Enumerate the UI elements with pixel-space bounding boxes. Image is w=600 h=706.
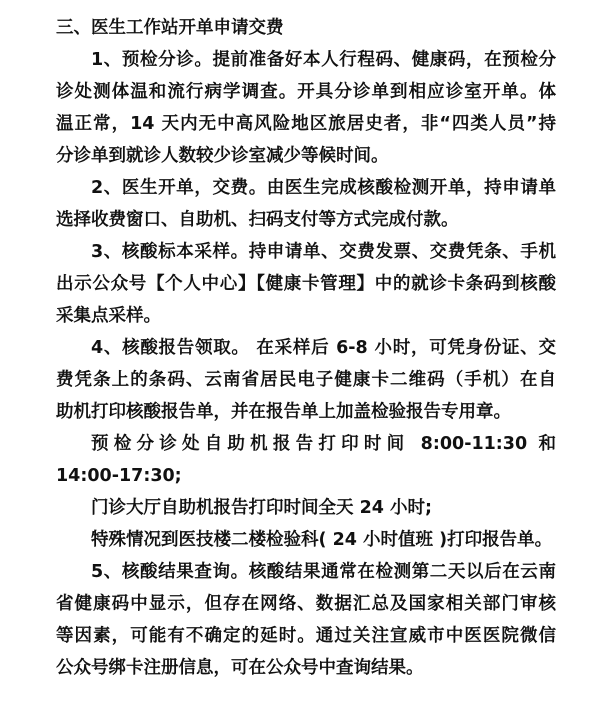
paragraph-sampling: [56, 236, 556, 332]
paragraph-triage-print-hours: [56, 428, 556, 492]
text-line: 分诊单到就诊人数较少诊室减少等候时间。: [56, 146, 389, 166]
text-line: 特殊情况到医技楼二楼检验科( 24 小时值班 )打印报告单。: [91, 530, 553, 550]
text-line: 2、医生开单，交费。由医生完成核酸检测开单，持申请单: [91, 178, 556, 198]
text-line: 省健康码中显示，但存在网络、数据汇总及国家相关部门审核: [56, 594, 556, 614]
section-heading: 三、医生工作站开单申请交费: [56, 18, 284, 38]
text-line: 5、核酸结果查询。核酸结果通常在检测第二天以后在云南: [91, 562, 556, 582]
text-line: 4、核酸报告领取。 在采样后 6-8 小时，可凭身份证、交: [91, 338, 556, 358]
paragraph-special-cases: [56, 524, 556, 556]
text-line: 采集点采样。: [56, 306, 161, 326]
text-line: 出示公众号【个人中心】【健康卡管理】中的就诊卡条码到核酸: [56, 274, 556, 294]
text-line: 温正常，14 天内无中高风险地区旅居史者，非“四类人员”持: [56, 114, 556, 134]
text-line: 等因素，可能有不确定的延时。通过关注宣威市中医医院微信: [56, 626, 556, 646]
text-line: 助机打印核酸报告单，并在报告单上加盖检验报告专用章。: [56, 402, 511, 422]
text-line: 选择收费窗口、自助机、扫码支付等方式完成付款。: [56, 210, 459, 230]
paragraph-report-collection: [56, 332, 556, 428]
text-line: 预检分诊处自助机报告打印时间 8:00-11:30 和: [91, 434, 556, 454]
document-body: [56, 12, 556, 684]
text-line: 门诊大厅自助机报告打印时间全天 24 小时;: [91, 498, 433, 518]
text-line: 1、预检分诊。提前准备好本人行程码、健康码，在预检分: [91, 50, 556, 70]
text-line: 公众号绑卡注册信息，可在公众号中查询结果。: [56, 658, 424, 678]
paragraph-pre-triage: [56, 44, 556, 172]
text-line: 3、核酸标本采样。持申请单、交费发票、交费凭条、手机: [91, 242, 556, 262]
text-line: 14:00-17:30;: [56, 466, 182, 486]
text-line: 费凭条上的条码、云南省居民电子健康卡二维码（手机）在自: [56, 370, 556, 390]
paragraph-lobby-print-hours: [56, 492, 556, 524]
paragraph-result-query: [56, 556, 556, 684]
paragraph-doctor-order: [56, 172, 556, 236]
text-line: 诊处测体温和流行病学调查。开具分诊单到相应诊室开单。体: [56, 82, 556, 102]
